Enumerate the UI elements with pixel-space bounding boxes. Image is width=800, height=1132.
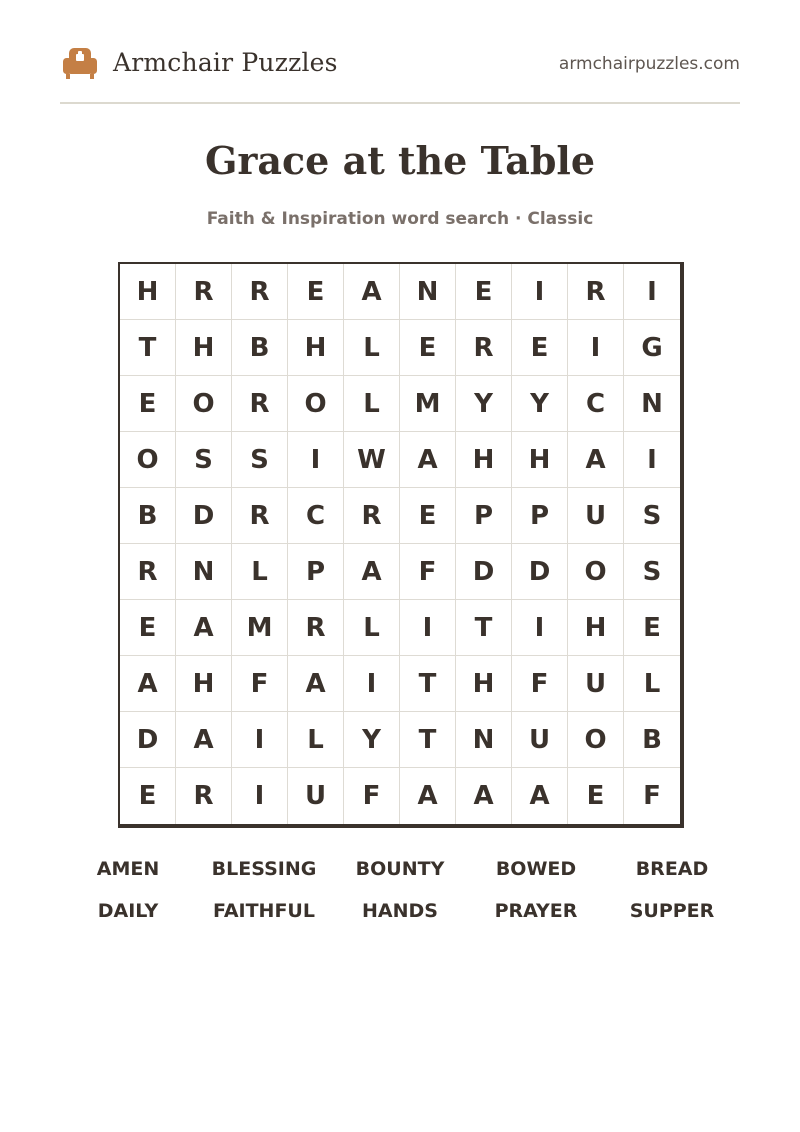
grid-cell: A xyxy=(400,432,456,488)
word-list-item: HANDS xyxy=(362,900,438,922)
word-list-item: AMEN xyxy=(96,858,160,880)
grid-cell: H xyxy=(456,432,512,488)
grid-cell: L xyxy=(232,544,288,600)
grid-cell: F xyxy=(232,656,288,712)
grid-cell: E xyxy=(456,264,512,320)
grid-cell: P xyxy=(512,488,568,544)
grid-cell: R xyxy=(344,488,400,544)
word-list-item: BREAD xyxy=(635,858,709,880)
grid-cell: I xyxy=(344,656,400,712)
grid-cell: E xyxy=(120,768,176,824)
grid-cell: I xyxy=(232,768,288,824)
site-url: armchairpuzzles.com xyxy=(558,54,740,74)
grid-cell: N xyxy=(624,376,680,432)
grid-cell: E xyxy=(288,264,344,320)
grid-cell: S xyxy=(624,488,680,544)
grid-cell: A xyxy=(288,656,344,712)
grid-cell: H xyxy=(176,656,232,712)
grid-cell: E xyxy=(400,488,456,544)
grid-cell: L xyxy=(624,656,680,712)
grid-cell: T xyxy=(400,656,456,712)
grid-cell: F xyxy=(512,656,568,712)
grid-cell: M xyxy=(400,376,456,432)
grid-cell: I xyxy=(288,432,344,488)
brand-name: Armchair Puzzles xyxy=(113,48,338,77)
grid-cell: A xyxy=(400,768,456,824)
grid-cell: H xyxy=(120,264,176,320)
grid-cell: Y xyxy=(456,376,512,432)
grid-cell: R xyxy=(176,768,232,824)
grid-cell: W xyxy=(344,432,400,488)
grid-cell: L xyxy=(344,376,400,432)
grid-cell: R xyxy=(456,320,512,376)
grid-cell: R xyxy=(232,264,288,320)
grid-cell: R xyxy=(288,600,344,656)
grid-cell: L xyxy=(344,600,400,656)
grid-cell: O xyxy=(176,376,232,432)
grid-cell: T xyxy=(456,600,512,656)
word-list-item: PRAYER xyxy=(494,900,578,922)
grid-cell: N xyxy=(400,264,456,320)
grid-cell: I xyxy=(512,600,568,656)
grid-cell: I xyxy=(624,432,680,488)
word-list xyxy=(60,858,740,923)
grid-cell: H xyxy=(288,320,344,376)
grid-cell: R xyxy=(232,376,288,432)
grid-cell: A xyxy=(176,600,232,656)
grid-cell: O xyxy=(120,432,176,488)
grid-cell: O xyxy=(288,376,344,432)
grid-cell: C xyxy=(288,488,344,544)
grid-cell: U xyxy=(568,656,624,712)
grid-cell: R xyxy=(568,264,624,320)
grid-cell: S xyxy=(624,544,680,600)
grid-cell: G xyxy=(624,320,680,376)
grid-cell: S xyxy=(232,432,288,488)
grid-cell: L xyxy=(288,712,344,768)
grid-cell: D xyxy=(512,544,568,600)
grid-cell: H xyxy=(512,432,568,488)
grid-cell: H xyxy=(456,656,512,712)
grid-cell: N xyxy=(456,712,512,768)
word-list-item: BOUNTY xyxy=(355,858,445,880)
word-list-item: SUPPER xyxy=(629,900,715,922)
grid-cell: A xyxy=(456,768,512,824)
grid-cell: P xyxy=(456,488,512,544)
grid-cell: A xyxy=(512,768,568,824)
grid-cell: E xyxy=(400,320,456,376)
page-header xyxy=(60,40,740,104)
grid-cell: S xyxy=(176,432,232,488)
grid-cell: U xyxy=(568,488,624,544)
grid-cell: L xyxy=(344,320,400,376)
grid-cell: O xyxy=(568,712,624,768)
grid-cell: H xyxy=(176,320,232,376)
grid-cell: I xyxy=(400,600,456,656)
grid-cell: F xyxy=(643,781,661,811)
word-list-item: FAITHFUL xyxy=(213,900,315,922)
letter-grid xyxy=(118,262,684,828)
grid-cell: I xyxy=(512,264,568,320)
grid-cell: F xyxy=(400,544,456,600)
grid-cell: I xyxy=(624,264,680,320)
grid-cell: D xyxy=(120,712,176,768)
grid-cell: R xyxy=(176,264,232,320)
puzzle-title: Grace at the Table xyxy=(204,138,596,183)
puzzle-subtitle: Faith & Inspiration word search · Classic xyxy=(206,209,594,229)
grid-cell: T xyxy=(120,320,176,376)
grid-cell: A xyxy=(176,712,232,768)
grid-cell: P xyxy=(288,544,344,600)
grid-cell: U xyxy=(512,712,568,768)
grid-cell: A xyxy=(344,264,400,320)
grid-cell: E xyxy=(568,768,624,824)
grid-cell: D xyxy=(456,544,512,600)
grid-cell: C xyxy=(568,376,624,432)
grid-cell: Y xyxy=(512,376,568,432)
grid-cell: R xyxy=(120,544,176,600)
grid-cell: B xyxy=(232,320,288,376)
grid-cell: O xyxy=(568,544,624,600)
grid-cell: B xyxy=(624,712,680,768)
grid-cell: M xyxy=(232,600,288,656)
grid-cell: T xyxy=(400,712,456,768)
grid-cell: E xyxy=(624,600,680,656)
grid-cell: F xyxy=(344,768,400,824)
grid-cell: A xyxy=(120,656,176,712)
grid-cell: Y xyxy=(344,712,400,768)
word-list-item: BLESSING xyxy=(211,858,317,880)
grid-cell: B xyxy=(120,488,176,544)
grid-cell: E xyxy=(512,320,568,376)
grid-cell: A xyxy=(568,432,624,488)
armchair-icon xyxy=(62,46,98,82)
grid-cell: H xyxy=(568,600,624,656)
grid-cell: E xyxy=(120,600,176,656)
word-list-item: DAILY xyxy=(97,900,159,922)
grid-cell: I xyxy=(568,320,624,376)
grid-cell: U xyxy=(288,768,344,824)
grid-cell: E xyxy=(120,376,176,432)
grid-cell: D xyxy=(176,488,232,544)
word-list-item: BOWED xyxy=(495,858,577,880)
grid-cell: A xyxy=(344,544,400,600)
grid-cell: I xyxy=(232,712,288,768)
grid-cell: N xyxy=(176,544,232,600)
grid-cell: R xyxy=(232,488,288,544)
